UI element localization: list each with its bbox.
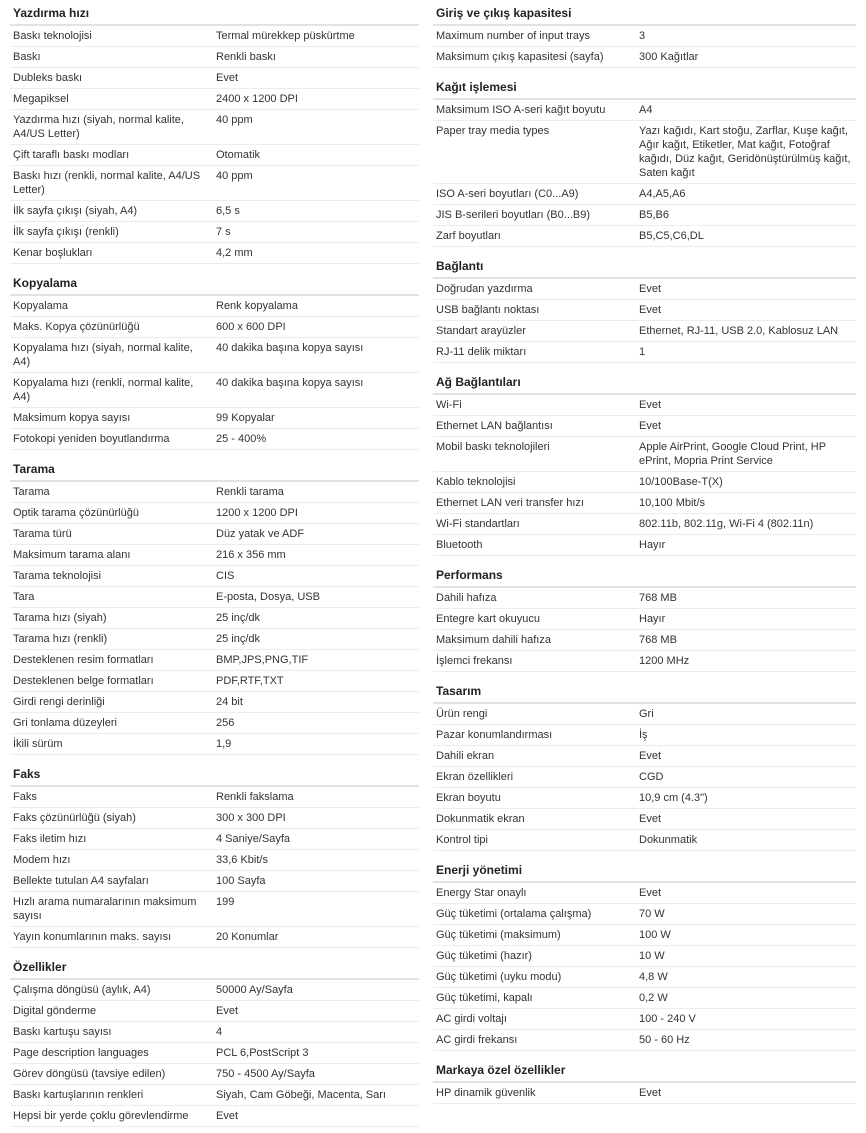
- spec-row: [10, 482, 419, 503]
- spec-label: Güç tüketimi (hazır): [436, 950, 532, 962]
- spec-row: [10, 201, 419, 222]
- spec-label: Megapiksel: [13, 93, 69, 105]
- spec-section-ag-baglantilari: [433, 369, 856, 556]
- spec-row: [433, 416, 856, 437]
- spec-row: [433, 205, 856, 226]
- spec-value: 25 inç/dk: [216, 633, 261, 645]
- spec-value: Siyah, Cam Göbeği, Macenta, Sarı: [216, 1089, 386, 1101]
- spec-label: Dubleks baskı: [13, 72, 83, 84]
- spec-row: [433, 704, 856, 725]
- spec-row: [10, 734, 419, 755]
- spec-label: Yayın konumlarının maks. sayısı: [13, 931, 172, 943]
- spec-value: 10 W: [639, 950, 665, 962]
- spec-value: 4 Saniye/Sayfa: [216, 833, 290, 845]
- spec-label: Kontrol tipi: [436, 834, 488, 846]
- spec-value: 1200 MHz: [639, 655, 690, 667]
- spec-row: [433, 904, 856, 925]
- spec-value: Düz yatak ve ADF: [216, 528, 305, 540]
- spec-row: [10, 608, 419, 629]
- spec-row: [10, 222, 419, 243]
- spec-label: Tarama hızı (siyah): [13, 612, 107, 624]
- spec-row: [433, 988, 856, 1009]
- spec-row: [10, 296, 419, 317]
- spec-label: Kablo teknolojisi: [436, 476, 516, 488]
- spec-row: [10, 166, 419, 201]
- section-title: Performans: [433, 562, 856, 588]
- spec-value: A4: [639, 104, 653, 116]
- spec-label: Dahili ekran: [436, 750, 495, 762]
- spec-row: [433, 725, 856, 746]
- spec-row: [10, 110, 419, 145]
- spec-value: BMP,JPS,PNG,TIF: [216, 654, 309, 666]
- spec-section-kagit-islemesi: [433, 74, 856, 247]
- spec-row: [10, 713, 419, 734]
- spec-value: 750 - 4500 Ay/Sayfa: [216, 1068, 315, 1080]
- spec-value: CIS: [216, 570, 235, 582]
- spec-label: Güç tüketimi (ortalama çalışma): [436, 908, 592, 920]
- spec-row: [433, 767, 856, 788]
- spec-label: Wi-Fi standartları: [436, 518, 520, 530]
- spec-value: 24 bit: [216, 696, 243, 708]
- spec-row: [433, 967, 856, 988]
- spec-value: 1200 x 1200 DPI: [216, 507, 298, 519]
- spec-label: Gri tonlama düzeyleri: [13, 717, 117, 729]
- spec-value: Hayır: [639, 613, 666, 625]
- spec-row: [433, 630, 856, 651]
- spec-value: Evet: [639, 420, 662, 432]
- spec-label: Desteklenen belge formatları: [13, 675, 154, 687]
- spec-row: [433, 300, 856, 321]
- spec-label: Desteklenen resim formatları: [13, 654, 154, 666]
- spec-label: Tarama: [13, 486, 50, 498]
- spec-label: Digital gönderme: [13, 1005, 97, 1017]
- spec-section-kopyalama: [10, 270, 419, 450]
- spec-value: Evet: [216, 1005, 239, 1017]
- spec-value: 10/100Base-T(X): [639, 476, 723, 488]
- spec-row: [433, 788, 856, 809]
- spec-label: JIS B-serileri boyutları (B0...B9): [436, 209, 591, 221]
- spec-value: 25 - 400%: [216, 433, 267, 445]
- spec-value: PDF,RTF,TXT: [216, 675, 284, 687]
- spec-row: [433, 121, 856, 184]
- spec-row: [433, 588, 856, 609]
- section-title: Kopyalama: [10, 270, 419, 296]
- spec-value: Evet: [639, 750, 662, 762]
- spec-label: Doğrudan yazdırma: [436, 283, 533, 295]
- spec-row: [433, 493, 856, 514]
- spec-value: Renkli tarama: [216, 486, 284, 498]
- spec-label: Mobil baskı teknolojileri: [436, 441, 550, 453]
- spec-row: [433, 809, 856, 830]
- spec-value: 600 x 600 DPI: [216, 321, 286, 333]
- spec-label: Wi-Fi: [436, 399, 462, 411]
- spec-label: Fotokopi yeniden boyutlandırma: [13, 433, 170, 445]
- section-title: Tarama: [10, 456, 419, 482]
- spec-label: Ekran özellikleri: [436, 771, 514, 783]
- spec-label: Bluetooth: [436, 539, 483, 551]
- spec-value: Apple AirPrint, Google Cloud Print, HP ePrint, Mopria Print Service: [639, 441, 826, 467]
- spec-section-baglanti: [433, 253, 856, 363]
- spec-label: Page description languages: [13, 1047, 149, 1059]
- spec-section-faks: [10, 761, 419, 948]
- spec-row: [433, 1030, 856, 1051]
- spec-label: Güç tüketimi (uyku modu): [436, 971, 562, 983]
- spec-row: [433, 26, 856, 47]
- spec-label: Hepsi bir yerde çoklu görevlendirme: [13, 1110, 189, 1122]
- spec-label: Baskı: [13, 51, 41, 63]
- spec-label: Modem hızı: [13, 854, 71, 866]
- spec-value: Evet: [216, 1110, 239, 1122]
- spec-row: [10, 545, 419, 566]
- spec-value: 99 Kopyalar: [216, 412, 275, 424]
- section-title: Giriş ve çıkış kapasitesi: [433, 0, 856, 26]
- spec-row: [433, 946, 856, 967]
- spec-label: Güç tüketimi, kapalı: [436, 992, 533, 1004]
- spec-label: Dokunmatik ekran: [436, 813, 525, 825]
- spec-value: 216 x 356 mm: [216, 549, 286, 561]
- spec-value: 0,2 W: [639, 992, 668, 1004]
- spec-label: Ethernet LAN bağlantısı: [436, 420, 553, 432]
- spec-label: Ethernet LAN veri transfer hızı: [436, 497, 584, 509]
- spec-label: Standart arayüzler: [436, 325, 526, 337]
- spec-value: 50 - 60 Hz: [639, 1034, 690, 1046]
- spec-row: [433, 226, 856, 247]
- spec-row: [10, 317, 419, 338]
- spec-label: Maksimum çıkış kapasitesi (sayfa): [436, 51, 604, 63]
- spec-row: [10, 47, 419, 68]
- spec-section-performans: [433, 562, 856, 672]
- spec-label: Faks: [13, 791, 37, 803]
- spec-section-yazdirma-hizi: [10, 0, 419, 264]
- spec-label: Maksimum ISO A-seri kağıt boyutu: [436, 104, 606, 116]
- spec-value: 40 dakika başına kopya sayısı: [216, 342, 364, 354]
- spec-value: 25 inç/dk: [216, 612, 261, 624]
- spec-label: Görev döngüsü (tavsiye edilen): [13, 1068, 166, 1080]
- spec-label: Faks iletim hızı: [13, 833, 87, 845]
- spec-label: AC girdi frekansı: [436, 1034, 518, 1046]
- spec-value: 300 Kağıtlar: [639, 51, 699, 63]
- spec-value: 40 ppm: [216, 114, 253, 126]
- spec-value: 768 MB: [639, 634, 677, 646]
- spec-row: [10, 26, 419, 47]
- spec-value: Evet: [639, 399, 662, 411]
- spec-label: Hızlı arama numaralarının maksimum sayısı: [13, 896, 197, 922]
- spec-row: [10, 566, 419, 587]
- spec-label: Baskı kartuşu sayısı: [13, 1026, 112, 1038]
- section-title: Tasarım: [433, 678, 856, 704]
- spec-label: Entegre kart okuyucu: [436, 613, 540, 625]
- spec-row: [10, 927, 419, 948]
- section-title: Faks: [10, 761, 419, 787]
- spec-label: RJ-11 delik miktarı: [436, 346, 527, 358]
- section-title: Özellikler: [10, 954, 419, 980]
- spec-label: USB bağlantı noktası: [436, 304, 540, 316]
- spec-label: Dahili hafıza: [436, 592, 497, 604]
- spec-value: 40 dakika başına kopya sayısı: [216, 377, 364, 389]
- spec-row: [433, 1009, 856, 1030]
- spec-label: Kopyalama hızı (siyah, normal kalite, A4): [13, 342, 193, 368]
- spec-value: B5,B6: [639, 209, 669, 221]
- spec-label: Kopyalama hızı (renkli, normal kalite, A4): [13, 377, 194, 403]
- spec-section-tarama: [10, 456, 419, 755]
- spec-section-ozellikler: [10, 954, 419, 1127]
- spec-row: [433, 184, 856, 205]
- section-title: Ağ Bağlantıları: [433, 369, 856, 395]
- spec-label: İlk sayfa çıkışı (renkli): [13, 226, 119, 238]
- spec-label: Maksimum dahili hafıza: [436, 634, 551, 646]
- spec-value: A4,A5,A6: [639, 188, 686, 200]
- spec-value: 100 - 240 V: [639, 1013, 696, 1025]
- spec-value: Renk kopyalama: [216, 300, 298, 312]
- spec-label: Maksimum kopya sayısı: [13, 412, 131, 424]
- spec-row: [10, 829, 419, 850]
- spec-row: [10, 787, 419, 808]
- spec-row: [433, 514, 856, 535]
- spec-label: Tarama hızı (renkli): [13, 633, 108, 645]
- spec-column-left: [10, 0, 419, 1133]
- spec-label: Optik tarama çözünürlüğü: [13, 507, 139, 519]
- spec-label: Ürün rengi: [436, 708, 488, 720]
- spec-value: CGD: [639, 771, 664, 783]
- spec-label: Baskı kartuşlarının renkleri: [13, 1089, 144, 1101]
- spec-row: [10, 892, 419, 927]
- spec-row: [10, 1043, 419, 1064]
- spec-label: İkili sürüm: [13, 738, 63, 750]
- spec-label: Maks. Kopya çözünürlüğü: [13, 321, 140, 333]
- spec-row: [10, 850, 419, 871]
- spec-section-enerji-yonetimi: [433, 857, 856, 1051]
- spec-label: Bellekte tutulan A4 sayfaları: [13, 875, 149, 887]
- spec-value: 6,5 s: [216, 205, 240, 217]
- spec-label: HP dinamik güvenlik: [436, 1087, 536, 1099]
- spec-value: 4: [216, 1026, 223, 1038]
- spec-value: 10,100 Mbit/s: [639, 497, 706, 509]
- spec-row: [10, 692, 419, 713]
- spec-value: Evet: [639, 304, 662, 316]
- spec-row: [10, 1022, 419, 1043]
- spec-row: [433, 47, 856, 68]
- spec-row: [10, 145, 419, 166]
- spec-value: 1: [639, 346, 646, 358]
- section-title: Yazdırma hızı: [10, 0, 419, 26]
- spec-value: 2400 x 1200 DPI: [216, 93, 298, 105]
- spec-label: Girdi rengi derinliği: [13, 696, 105, 708]
- spec-row: [10, 68, 419, 89]
- spec-label: Yazdırma hızı (siyah, normal kalite, A4/US Letter): [13, 114, 184, 140]
- spec-value: Hayır: [639, 539, 666, 551]
- spec-row: [433, 830, 856, 851]
- spec-value: Gri: [639, 708, 654, 720]
- spec-value: 256: [216, 717, 235, 729]
- spec-row: [433, 651, 856, 672]
- spec-label: Energy Star onaylı: [436, 887, 527, 899]
- spec-value: 40 ppm: [216, 170, 253, 182]
- spec-row: [10, 1085, 419, 1106]
- spec-label: Faks çözünürlüğü (siyah): [13, 812, 136, 824]
- spec-value: Evet: [639, 813, 662, 825]
- spec-label: Baskı teknolojisi: [13, 30, 92, 42]
- spec-row: [10, 980, 419, 1001]
- section-title: Enerji yönetimi: [433, 857, 856, 883]
- spec-value: 4,2 mm: [216, 247, 253, 259]
- spec-row: [10, 671, 419, 692]
- spec-label: Pazar konumlandırması: [436, 729, 553, 741]
- spec-row: [433, 395, 856, 416]
- spec-row: [433, 279, 856, 300]
- spec-label: Güç tüketimi (maksimum): [436, 929, 561, 941]
- spec-label: Tarama teknolojisi: [13, 570, 102, 582]
- spec-value: Yazı kağıdı, Kart stoğu, Zarflar, Kuşe kağıt, Ağır kağıt, Etiketler, Mat kağıt, Fotoğraf kağıdı, Düz kağıt, Geridönüştürülmüş kağıt, Saten kağıt: [639, 125, 851, 179]
- spec-value: 199: [216, 896, 235, 908]
- spec-value: E-posta, Dosya, USB: [216, 591, 320, 603]
- spec-value: PCL 6,PostScript 3: [216, 1047, 309, 1059]
- spec-row: [433, 100, 856, 121]
- spec-value: Evet: [639, 283, 662, 295]
- spec-row: [10, 650, 419, 671]
- spec-row: [10, 503, 419, 524]
- spec-row: [433, 342, 856, 363]
- spec-value: Evet: [639, 887, 662, 899]
- spec-row: [433, 321, 856, 342]
- spec-value: 20 Konumlar: [216, 931, 279, 943]
- section-title: Markaya özel özellikler: [433, 1057, 856, 1083]
- spec-value: Otomatik: [216, 149, 261, 161]
- spec-row: [10, 373, 419, 408]
- spec-value: Renkli baskı: [216, 51, 276, 63]
- spec-value: 70 W: [639, 908, 665, 920]
- spec-row: [433, 437, 856, 472]
- spec-label: Kopyalama: [13, 300, 69, 312]
- section-title: Bağlantı: [433, 253, 856, 279]
- spec-value: Termal mürekkep püskürtme: [216, 30, 355, 42]
- spec-label: Tarama türü: [13, 528, 72, 540]
- spec-value: 768 MB: [639, 592, 677, 604]
- spec-row: [10, 629, 419, 650]
- spec-value: 100 W: [639, 929, 671, 941]
- spec-value: Ethernet, RJ-11, USB 2.0, Kablosuz LAN: [639, 325, 839, 337]
- spec-label: Zarf boyutları: [436, 230, 501, 242]
- spec-label: Baskı hızı (renkli, normal kalite, A4/US Letter): [13, 170, 201, 196]
- spec-row: [10, 871, 419, 892]
- spec-value: Renkli fakslama: [216, 791, 294, 803]
- section-title: Kağıt işlemesi: [433, 74, 856, 100]
- spec-value: Evet: [639, 1087, 662, 1099]
- spec-label: Kenar boşlukları: [13, 247, 93, 259]
- spec-value: 7 s: [216, 226, 231, 238]
- spec-value: Evet: [216, 72, 239, 84]
- spec-section-tasarim: [433, 678, 856, 851]
- spec-row: [433, 925, 856, 946]
- spec-row: [10, 429, 419, 450]
- spec-row: [433, 609, 856, 630]
- spec-row: [10, 1001, 419, 1022]
- spec-row: [10, 587, 419, 608]
- spec-value: 10,9 cm (4.3"): [639, 792, 708, 804]
- spec-row: [433, 1083, 856, 1104]
- spec-label: Maksimum tarama alanı: [13, 549, 131, 561]
- spec-label: Çalışma döngüsü (aylık, A4): [13, 984, 151, 996]
- spec-label: Maximum number of input trays: [436, 30, 591, 42]
- spec-value: İş: [639, 729, 648, 741]
- spec-row: [433, 472, 856, 493]
- spec-column-right: [433, 0, 856, 1110]
- spec-row: [10, 1106, 419, 1127]
- spec-row: [10, 89, 419, 110]
- spec-value: 3: [639, 30, 646, 42]
- spec-value: 50000 Ay/Sayfa: [216, 984, 293, 996]
- spec-value: 100 Sayfa: [216, 875, 266, 887]
- spec-row: [433, 535, 856, 556]
- spec-row: [433, 883, 856, 904]
- spec-label: AC girdi voltajı: [436, 1013, 507, 1025]
- spec-label: İlk sayfa çıkışı (siyah, A4): [13, 205, 138, 217]
- spec-row: [10, 808, 419, 829]
- spec-value: 802.11b, 802.11g, Wi-Fi 4 (802.11n): [639, 518, 814, 530]
- spec-row: [10, 243, 419, 264]
- spec-section-markaya-ozel-ozellikler: [433, 1057, 856, 1104]
- spec-label: Ekran boyutu: [436, 792, 501, 804]
- spec-row: [433, 746, 856, 767]
- spec-row: [10, 1064, 419, 1085]
- spec-value: 300 x 300 DPI: [216, 812, 286, 824]
- spec-row: [10, 408, 419, 429]
- spec-label: İşlemci frekansı: [436, 655, 513, 667]
- spec-label: Paper tray media types: [436, 125, 550, 137]
- spec-value: B5,C5,C6,DL: [639, 230, 704, 242]
- spec-row: [10, 338, 419, 373]
- spec-section-giris-ve-cikis-kapasitesi: [433, 0, 856, 68]
- spec-label: ISO A-seri boyutları (C0...A9): [436, 188, 579, 200]
- spec-label: Tara: [13, 591, 35, 603]
- spec-value: 4,8 W: [639, 971, 668, 983]
- spec-row: [10, 524, 419, 545]
- spec-value: Dokunmatik: [639, 834, 698, 846]
- spec-value: 1,9: [216, 738, 232, 750]
- spec-label: Çift taraflı baskı modları: [13, 149, 130, 161]
- spec-value: 33,6 Kbit/s: [216, 854, 268, 866]
